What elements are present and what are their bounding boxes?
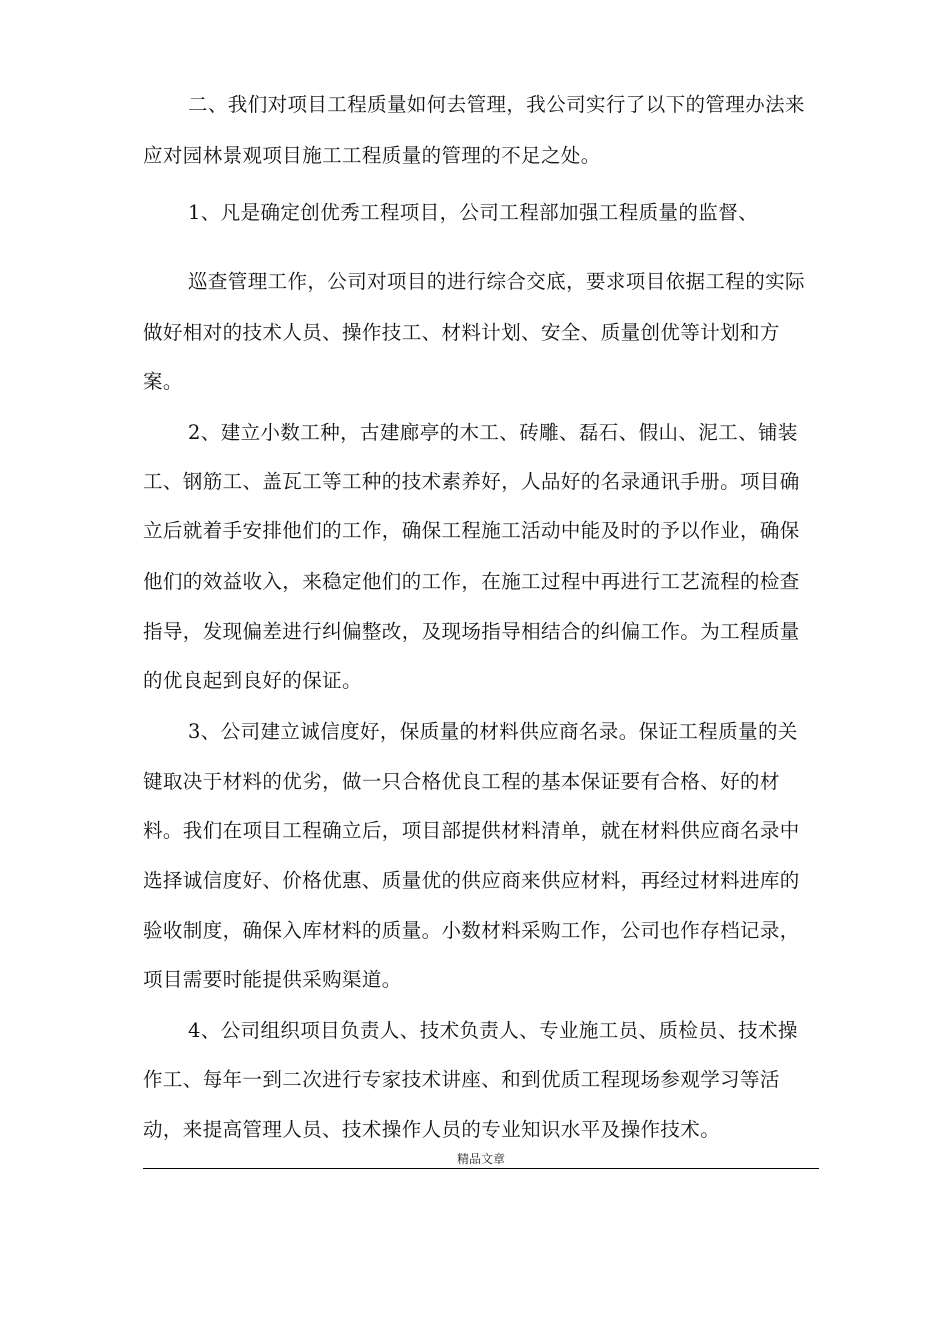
paragraph-1-line-1: 二、我们对项目工程质量如何去管理，我公司实行了以下的管理办法来 xyxy=(188,93,805,116)
paragraph-6-line-3: 动，来提高管理人员、技术操作人员的专业知识水平及操作技术。 xyxy=(143,1118,721,1141)
paragraph-2-line-1: 1、凡是确定创优秀工程项目，公司工程部加强工程质量的监督、 xyxy=(188,201,759,224)
paragraph-3-line-2: 做好相对的技术人员、操作技工、材料计划、安全、质量创优等计划和方 xyxy=(143,321,780,344)
paragraph-4-line-5: 指导，发现偏差进行纠偏整改，及现场指导相结合的纠偏工作。为工程质量 xyxy=(143,620,800,643)
paragraph-4-line-6: 的优良起到良好的保证。 xyxy=(143,669,362,692)
footer-label: 精品文章 xyxy=(456,1152,505,1166)
paragraph-3-line-3: 案。 xyxy=(143,370,183,393)
paragraph-6-line-2: 作工、每年一到二次进行专家技术讲座、和到优质工程现场参观学习等活 xyxy=(143,1068,780,1091)
paragraph-5-line-2: 键取决于材料的优劣，做一只合格优良工程的基本保证要有合格、好的材 xyxy=(143,770,780,793)
paragraph-1-line-2: 应对园林景观项目施工工程质量的管理的不足之处。 xyxy=(143,144,601,167)
paragraph-4-line-3: 立后就着手安排他们的工作，确保工程施工活动中能及时的予以作业，确保 xyxy=(143,519,800,542)
footer-divider xyxy=(143,1168,819,1169)
paragraph-5-line-5: 验收制度，确保入库材料的质量。小数材料采购工作，公司也作存档记录， xyxy=(143,919,800,942)
paragraph-5-line-3: 料。我们在项目工程确立后，项目部提供材料清单，就在材料供应商名录中 xyxy=(143,819,800,842)
paragraph-6-line-1: 4、公司组织项目负责人、技术负责人、专业施工员、质检员、技术操 xyxy=(188,1019,798,1042)
paragraph-4-line-1: 2、建立小数工种，古建廊亭的木工、砖雕、磊石、假山、泥工、铺装 xyxy=(188,421,798,444)
paragraph-4-line-4: 他们的效益收入，来稳定他们的工作，在施工过程中再进行工艺流程的检查 xyxy=(143,570,800,593)
paragraph-5-line-6: 项目需要时能提供采购渠道。 xyxy=(143,968,402,991)
paragraph-4-line-2: 工、钢筋工、盖瓦工等工种的技术素养好，人品好的名录通讯手册。项目确 xyxy=(143,470,800,493)
paragraph-5-line-1: 3、公司建立诚信度好，保质量的材料供应商名录。保证工程质量的关 xyxy=(188,720,798,743)
paragraph-5-line-4: 选择诚信度好、价格优惠、质量优的供应商来供应材料，再经过材料进库的 xyxy=(143,869,800,892)
paragraph-3-line-1: 巡查管理工作，公司对项目的进行综合交底，要求项目依据工程的实际 xyxy=(188,270,805,293)
